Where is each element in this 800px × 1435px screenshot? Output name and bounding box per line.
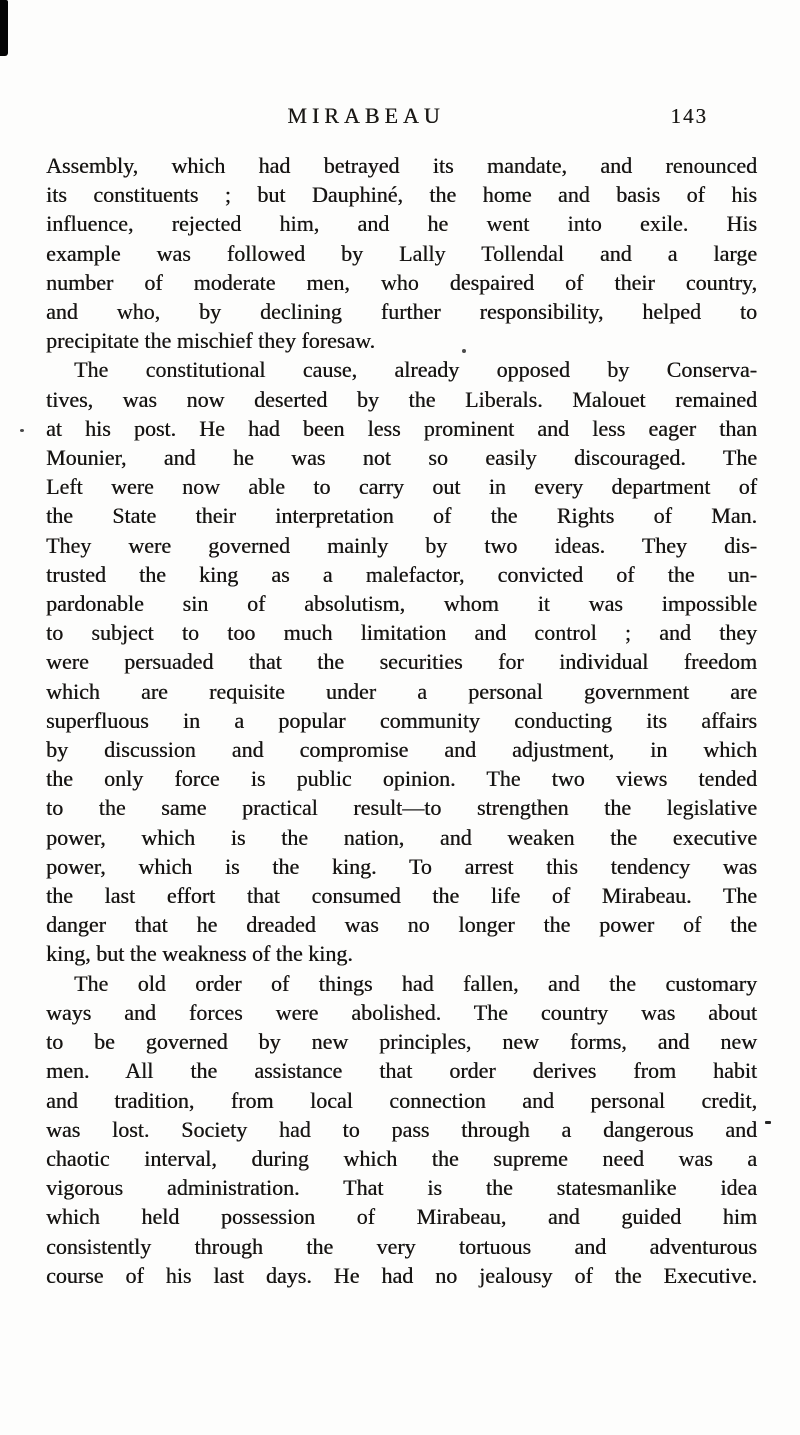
text-line: king, but the weakness of the king. [46, 941, 353, 967]
text-line: danger that he dreaded was no longer the power of the [46, 912, 757, 938]
text-line: the State their interpretation of the Rights of Man. [46, 503, 757, 529]
text-line: were persuaded that the securities for individual freedom [46, 649, 757, 675]
text-line: The constitutional cause, already opposed by Conserva- [74, 357, 757, 383]
text-line: and tradition, from local connection and personal credit, [46, 1087, 757, 1113]
text-line: by discussion and compromise and adjustment, in which [46, 737, 757, 763]
text-line: pardonable sin of absolutism, whom it was impossible [46, 591, 757, 617]
text-line: which held possession of Mirabeau, and guided him [46, 1204, 757, 1230]
scan-artifact-margin-dot [20, 429, 24, 432]
text-line: power, which is the king. To arrest this tendency was [46, 853, 757, 879]
text-line: superfluous in a popular community conducting its affairs [46, 707, 757, 733]
text-line: number of moderate men, who despaired of their country, [46, 269, 757, 295]
scan-artifact-margin-dash [765, 1121, 771, 1124]
scan-artifact-top-left-bar [0, 0, 8, 56]
page-body [46, 151, 757, 1290]
text-line: tives, was now deserted by the Liberals. Malouet remained [46, 386, 757, 412]
text-line: the last effort that consumed the life of Mirabeau. The [46, 883, 757, 909]
running-head [0, 103, 800, 135]
text-line: Mounier, and he was not so easily discouraged. The [46, 445, 757, 471]
paragraph [46, 151, 757, 355]
text-line: They were governed mainly by two ideas. They dis- [46, 532, 757, 558]
page-number: 143 [670, 104, 708, 128]
text-line: its constituents ; but Dauphiné, the home and basis of his [46, 182, 757, 208]
text-line: ways and forces were abolished. The country was about [46, 999, 757, 1025]
text-line: vigorous administration. That is the statesmanlike idea [46, 1175, 757, 1201]
text-line: chaotic interval, during which the supreme need was a [46, 1145, 757, 1171]
text-line: The old order of things had fallen, and the customary [74, 970, 757, 996]
text-line: to subject to too much limitation and control ; and they [46, 620, 757, 646]
text-line: course of his last days. He had no jealousy of the Executive. [46, 1262, 757, 1288]
scan-artifact-stray-dot [462, 349, 466, 353]
text-line: and who, by declining further responsibility, helped to [46, 299, 757, 325]
text-line: example was followed by Lally Tollendal and a large [46, 240, 757, 266]
text-line: power, which is the nation, and weaken the executive [46, 824, 757, 850]
text-line: which are requisite under a personal government are [46, 678, 757, 704]
text-line: to be governed by new principles, new forms, and new [46, 1029, 757, 1055]
text-line: to the same practical result—to strengthen the legislative [46, 795, 757, 821]
text-line: men. All the assistance that order derives from habit [46, 1058, 757, 1084]
text-line: trusted the king as a malefactor, convicted of the un- [46, 561, 757, 587]
text-line: at his post. He had been less prominent and less eager than [46, 415, 757, 441]
page-title: MIRABEAU [287, 103, 445, 128]
text-line: the only force is public opinion. The two views tended [46, 766, 757, 792]
text-line: consistently through the very tortuous and adventurous [46, 1233, 757, 1259]
text-line: influence, rejected him, and he went into exile. His [46, 211, 757, 237]
paragraph [46, 355, 757, 968]
text-line: Left were now able to carry out in every department of [46, 474, 757, 500]
text-line: was lost. Society had to pass through a dangerous and [46, 1116, 757, 1142]
text-line: precipitate the mischief they foresaw. [46, 328, 376, 354]
paragraph [46, 969, 757, 1290]
text-line: Assembly, which had betrayed its mandate, and renounced [46, 153, 757, 178]
